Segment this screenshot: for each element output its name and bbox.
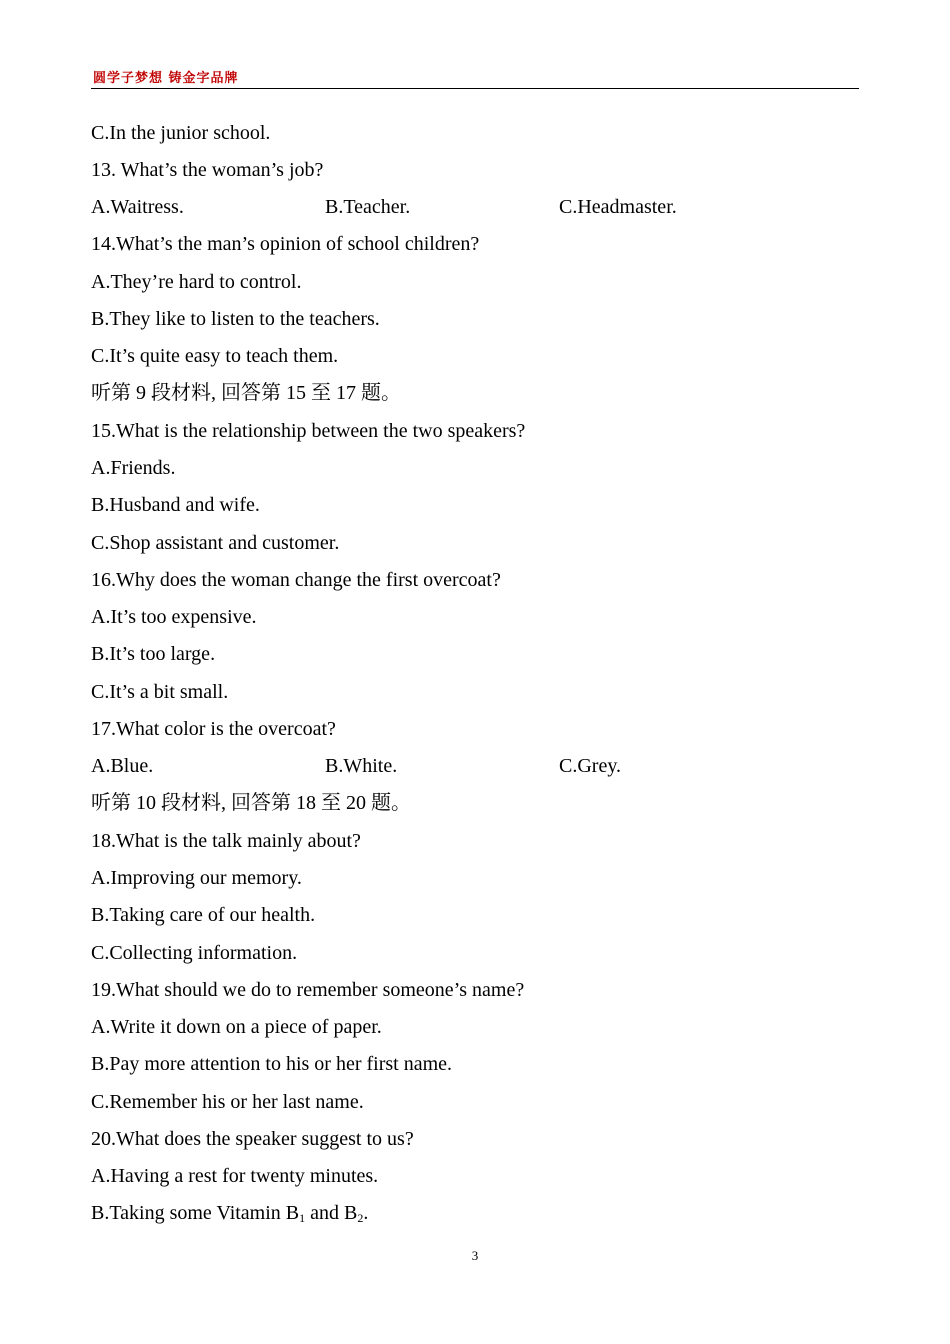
subscript-1: 1 (299, 1211, 306, 1225)
option-text: B.Taking care of our health. (91, 904, 316, 926)
question-text: 14.What’s the man’s opinion of school children? (91, 233, 480, 255)
option-text: A.It’s too expensive. (91, 606, 257, 628)
question-text: 20.What does the speaker suggest to us? (91, 1128, 414, 1150)
vitamin-suffix: . (363, 1202, 369, 1224)
option-text: A.They’re hard to control. (91, 271, 302, 293)
question-text: 13. What’s the woman’s job? (91, 159, 324, 181)
option-text: B.It’s too large. (91, 643, 216, 665)
option-text: A.Improving our memory. (91, 867, 302, 889)
section-instruction: 听第 9 段材料, 回答第 15 至 17 题。 (91, 382, 401, 404)
subscript-2: 2 (357, 1211, 364, 1225)
option-a: A.Blue. (91, 755, 154, 777)
section-instruction: 听第 10 段材料, 回答第 18 至 20 题。 (91, 792, 411, 814)
option-c: C.Headmaster. (559, 196, 677, 218)
option-b: B.Teacher. (325, 196, 411, 218)
option-c: C.Grey. (559, 755, 622, 777)
option-text: C.Shop assistant and customer. (91, 532, 340, 554)
options-row (91, 752, 793, 780)
option-text: B.Pay more attention to his or her first name. (91, 1053, 453, 1075)
option-a: A.Waitress. (91, 196, 184, 218)
option-b: B.White. (325, 755, 398, 777)
option-text: C.Collecting information. (91, 942, 298, 964)
option-text: A.Write it down on a piece of paper. (91, 1016, 382, 1038)
option-text: B.They like to listen to the teachers. (91, 308, 380, 330)
header-slogan: 圆学子梦想 铸金字品牌 (93, 71, 239, 86)
page-number: 3 (471, 1248, 479, 1263)
option-text: C.It’s quite easy to teach them. (91, 345, 339, 367)
option-text: C.Remember his or her last name. (91, 1091, 364, 1113)
option-text-vitamin (91, 1199, 368, 1227)
options-row (91, 193, 793, 221)
option-text: B.Husband and wife. (91, 494, 260, 516)
vitamin-middle: and B (305, 1202, 358, 1224)
option-text: A.Friends. (91, 457, 176, 479)
vitamin-prefix: B.Taking some Vitamin B (91, 1202, 300, 1224)
option-text: A.Having a rest for twenty minutes. (91, 1165, 379, 1187)
question-text: 18.What is the talk mainly about? (91, 830, 361, 852)
option-text: C.It’s a bit small. (91, 681, 229, 703)
question-text: 15.What is the relationship between the two speakers? (91, 420, 526, 442)
question-text: 16.Why does the woman change the first overcoat? (91, 569, 501, 591)
option-text: C.In the junior school. (91, 122, 271, 144)
question-text: 19.What should we do to remember someone’s name? (91, 979, 525, 1001)
question-text: 17.What color is the overcoat? (91, 718, 336, 740)
page-header (91, 66, 859, 89)
